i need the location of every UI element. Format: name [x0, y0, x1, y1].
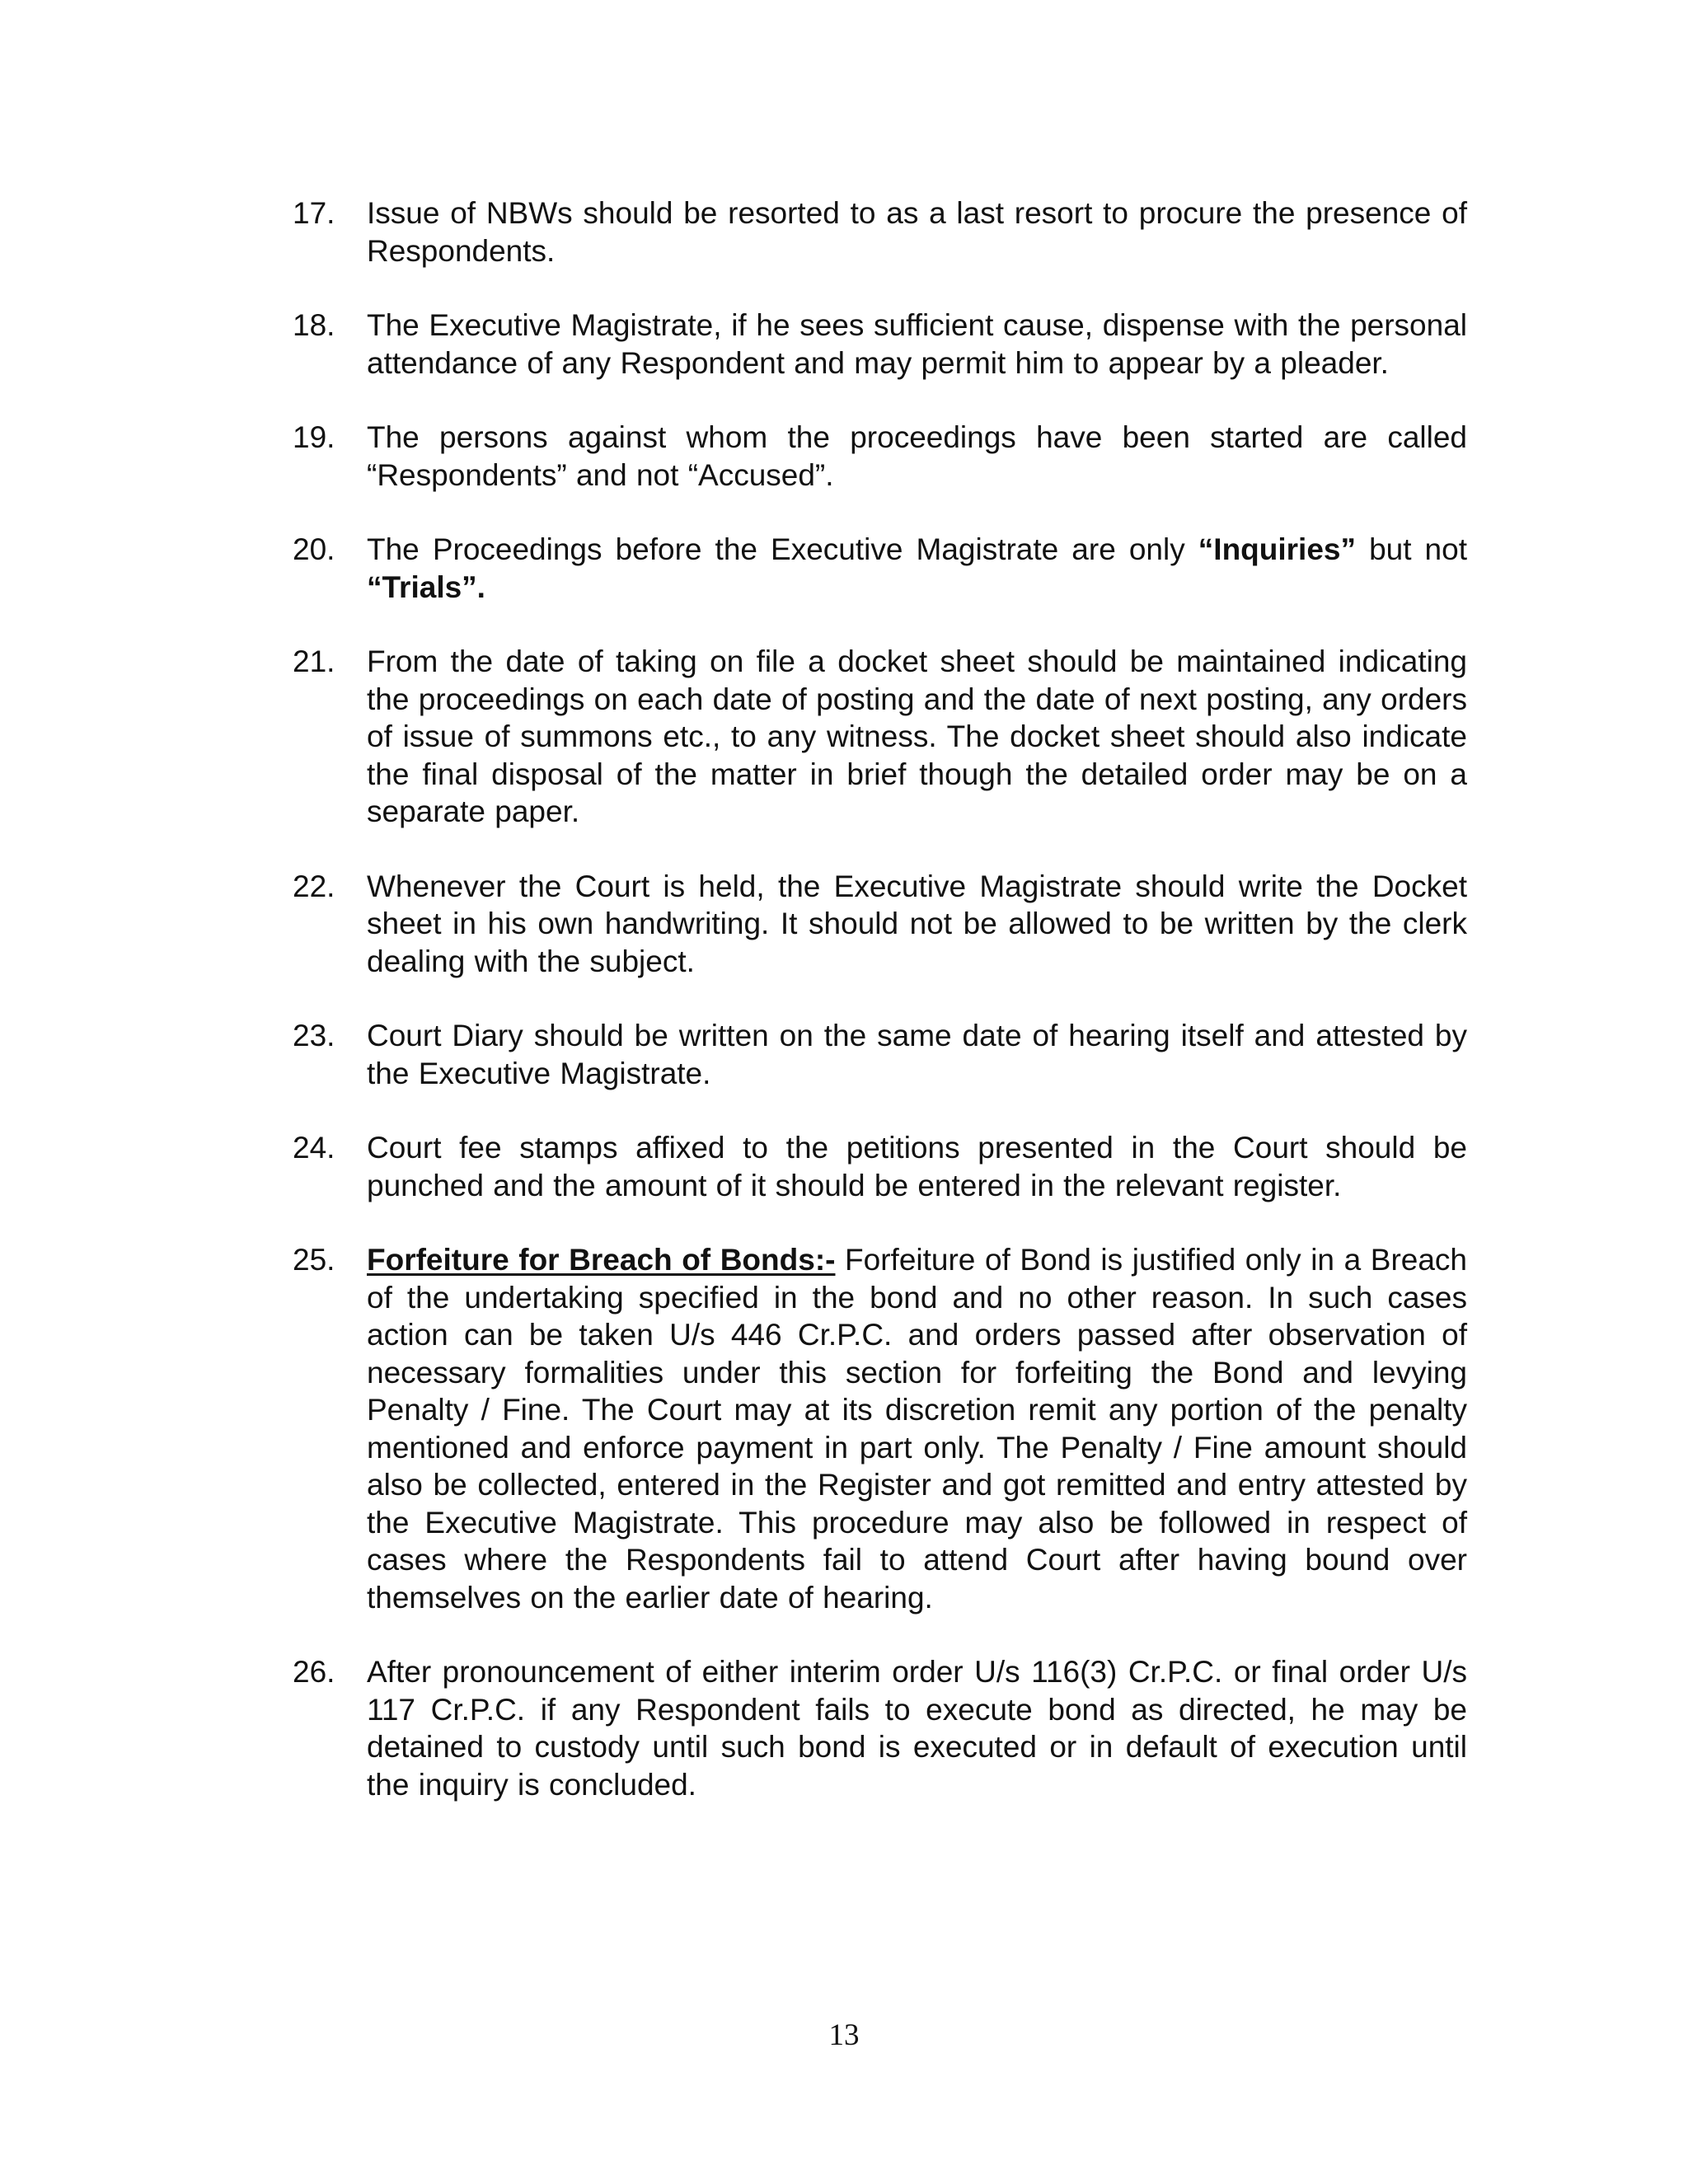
- list-item-26: [293, 1653, 1467, 1803]
- item-text: Court fee stamps affixed to the petitions presented in the Court should be punched and the amount of it should be entered in the relevant register.: [367, 1131, 1467, 1202]
- item-number: 20.: [293, 532, 335, 566]
- item-number: 18.: [293, 308, 335, 342]
- item-number: 25.: [293, 1243, 335, 1277]
- list-item-20: [293, 531, 1467, 606]
- item-number: 23.: [293, 1019, 335, 1052]
- item-number: 17.: [293, 196, 335, 230]
- list-item-21: [293, 643, 1467, 831]
- item-number: 19.: [293, 420, 335, 454]
- item-text: The Executive Magistrate, if he sees sufficient cause, dispense with the personal attendance of any Respondent and may permit him to appear by a pleader.: [367, 308, 1467, 380]
- list-item-19: [293, 419, 1467, 494]
- item-text-part: but not: [1356, 532, 1467, 566]
- bold-term-inquiries: “Inquiries”: [1198, 532, 1356, 566]
- item-number: 26.: [293, 1655, 335, 1689]
- numbered-instruction-list: [293, 194, 1467, 1840]
- item-text: Court Diary should be written on the same date of hearing itself and attested by the Executive Magistrate.: [367, 1019, 1467, 1090]
- list-item-18: [293, 307, 1467, 382]
- page-number: 13: [828, 2018, 860, 2052]
- list-item-25: [293, 1241, 1467, 1616]
- item-number: 24.: [293, 1131, 335, 1165]
- list-item-22: [293, 868, 1467, 981]
- item-text-part: Forfeiture of Bond is justified only in a Breach of the undertaking specified in the bond and no other reason. In such cases action can be taken U/s 446 Cr.P.C. and orders passed after observation of necessary formalities under this section for forfeiting the Bond and levying Penalty / Fine. The Court may at its discretion remit any portion of the penalty mentioned and enforce payment in part only. The Penalty / Fine amount should also be collected, entered in the Register and got remitted and entry attested by the Executive Magistrate. This procedure may also be followed in respect of cases where the Respondents fail to attend Court after having bound over themselves on the earlier date of hearing.: [367, 1243, 1467, 1615]
- item-text: [367, 531, 1467, 606]
- item-number: 22.: [293, 869, 335, 903]
- bold-term-trials: “Trials”.: [367, 569, 485, 604]
- item-text: After pronouncement of either interim order U/s 116(3) Cr.P.C. or final order U/s 117 Cr.P.C. if any Respondent fails to execute bond as directed, he may be detained to custody until such bond is executed or in default of execution until the inquiry is concluded.: [367, 1655, 1467, 1802]
- item-text-part: The Proceedings before the Executive Magistrate are only: [367, 532, 1198, 566]
- section-heading: Forfeiture for Breach of Bonds:-: [367, 1243, 836, 1277]
- list-item-17: [293, 194, 1467, 269]
- item-text: Whenever the Court is held, the Executive Magistrate should write the Docket sheet in his own handwriting. It should not be allowed to be written by the clerk dealing with the subject.: [367, 869, 1467, 978]
- item-number: 21.: [293, 644, 335, 678]
- list-item-24: [293, 1129, 1467, 1204]
- item-text: From the date of taking on file a docket sheet should be maintained indicating the proceedings on each date of posting and the date of next posting, any orders of issue of summons etc., to any witness. The docket sheet should also indicate the final disposal of the matter in brief though the detailed order may be on a separate paper.: [367, 644, 1467, 828]
- list-item-23: [293, 1017, 1467, 1092]
- item-text: [367, 1241, 1467, 1616]
- item-text: Issue of NBWs should be resorted to as a last resort to procure the presence of Respondents.: [367, 196, 1467, 268]
- item-text: The persons against whom the proceedings have been started are called “Respondents” and not “Accused”.: [367, 420, 1467, 492]
